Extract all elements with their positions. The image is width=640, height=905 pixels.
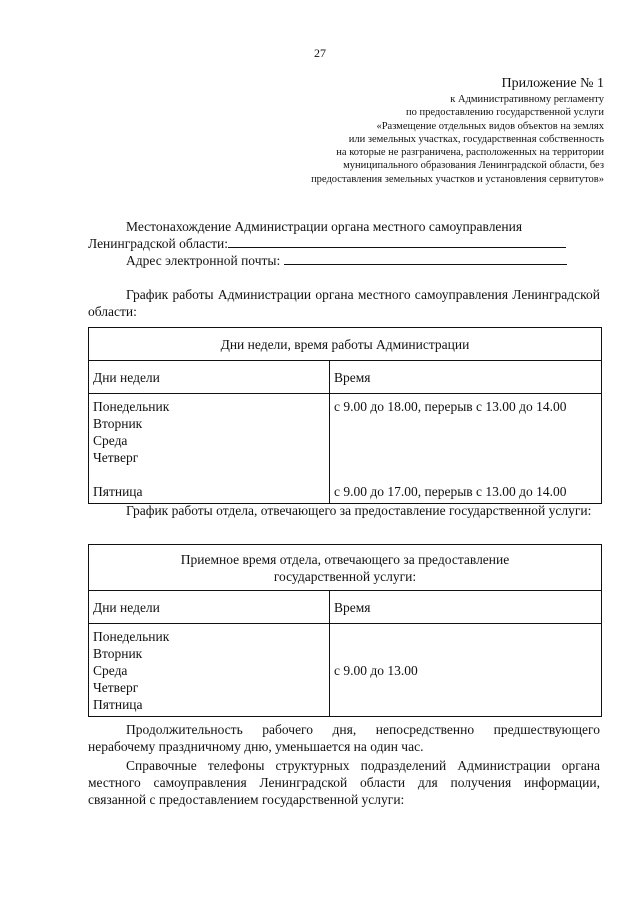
- location-line: Местонахождение Администрации органа местного самоуправления: [126, 219, 523, 234]
- day-label: Вторник: [93, 416, 143, 431]
- day-label: Понедельник: [93, 629, 170, 644]
- day-label: Четверг: [93, 450, 139, 465]
- location-label: Ленинградской области:: [88, 236, 228, 251]
- appendix-line: на которые не разграничена, расположенных на территории: [336, 147, 604, 159]
- appendix-line: предоставления земельных участков и установления сервитутов»: [311, 173, 604, 185]
- day-label: Вторник: [93, 646, 143, 661]
- email-line: [88, 252, 600, 269]
- appendix-title: Приложение № 1: [501, 76, 604, 91]
- admin-times-cell: [330, 394, 602, 504]
- admin-col-time: Время: [330, 361, 602, 394]
- dept-col-days: Дни недели: [89, 591, 330, 624]
- schedule-intro: График работы Администрации органа местного самоуправления Ленинградской области:: [88, 287, 600, 319]
- appendix-line: или земельных участках, государственная собственность: [348, 133, 604, 145]
- appendix-line: «Размещение отдельных видов объектов на землях: [376, 120, 604, 132]
- email-label: Адрес электронной почты:: [126, 253, 281, 268]
- para-short-day: Продолжительность рабочего дня, непосредственно предшествующего нерабочему праздничному дню, уменьшается на один час.: [88, 722, 600, 754]
- admin-col-days: Дни недели: [89, 361, 330, 394]
- day-label: Среда: [93, 663, 128, 678]
- dept-intro: График работы отдела, отвечающего за предоставление государственной услуги:: [126, 503, 592, 518]
- dept-time-value: с 9.00 до 13.00: [330, 624, 602, 717]
- admin-schedule-table: [88, 327, 602, 504]
- time-value: с 9.00 до 18.00, перерыв с 13.00 до 14.00: [334, 399, 567, 414]
- appendix-line: к Административному регламенту: [450, 94, 604, 105]
- dept-schedule-table: [88, 544, 602, 717]
- day-label: Среда: [93, 433, 128, 448]
- dept-title-line: государственной услуги:: [273, 568, 417, 584]
- day-label: Четверг: [93, 680, 139, 695]
- appendix-header: [311, 76, 604, 186]
- email-blank-field: [284, 252, 567, 265]
- appendix-line: муниципального образования Ленинградской области, без: [343, 160, 604, 172]
- admin-days-cell: [89, 394, 330, 504]
- appendix-line: по предоставлению государственной услуги: [406, 107, 604, 119]
- day-label: Пятница: [93, 484, 143, 499]
- location-blank-field: [228, 235, 566, 248]
- time-value: с 9.00 до 17.00, перерыв с 13.00 до 14.00: [334, 484, 567, 499]
- dept-col-time: Время: [330, 591, 602, 624]
- page-number: 27: [314, 46, 326, 60]
- location-line-2: [88, 235, 600, 252]
- location-block: [88, 218, 600, 269]
- day-label: Пятница: [93, 697, 143, 712]
- day-label: Понедельник: [93, 399, 170, 414]
- dept-title-line: Приемное время отдела, отвечающего за предоставление: [180, 551, 510, 567]
- dept-table-title: [89, 545, 602, 591]
- admin-table-title: Дни недели, время работы Администрации: [89, 328, 602, 361]
- para-phones: Справочные телефоны структурных подразделений Администрации органа местного самоуправления Ленинградской области для получения информации, связанной с предоставлением государственной услуги:: [88, 758, 600, 807]
- dept-days-cell: [89, 624, 330, 717]
